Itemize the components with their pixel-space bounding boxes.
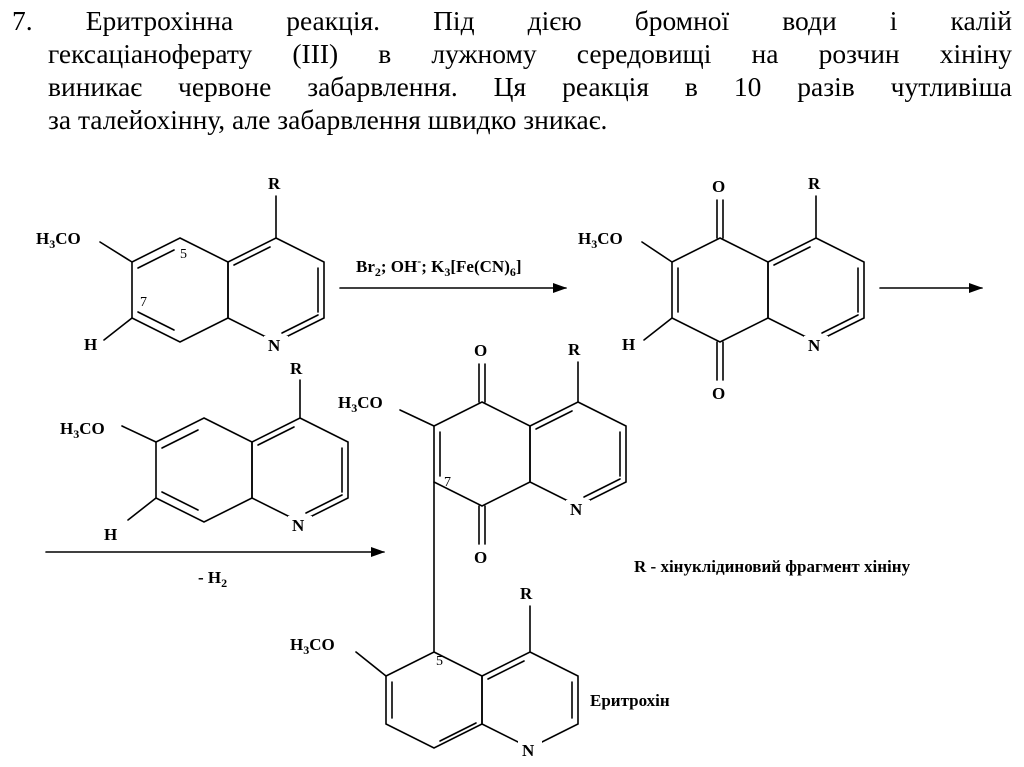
position-7-label: 7 [140, 295, 147, 310]
hydrogen-label: H [104, 525, 118, 544]
description-line-4: за талейохінну, але забарвлення швидко зникає. [48, 104, 608, 135]
elimination-label: - $H_2$ [198, 568, 228, 590]
substituent-r-label: R [268, 174, 281, 193]
substituent-r-label: R [568, 340, 581, 359]
position-5-label: 5 [180, 247, 187, 262]
molecule-quinoline-second [60, 359, 348, 544]
substituent-r-label: R [290, 359, 303, 378]
nitrogen-label: N [522, 741, 535, 760]
molecule-quinoline-start [36, 174, 324, 355]
methoxy-label: $H_3CO$ [36, 229, 81, 251]
substituent-r-label: R [808, 174, 821, 193]
methoxy-label: $H_3CO$ [60, 419, 105, 441]
position-5-label: 5 [436, 654, 443, 669]
methoxy-label: $H_3CO$ [578, 229, 623, 251]
methoxy-label: $H_3CO$ [338, 393, 383, 415]
methoxy-label: $H_3CO$ [290, 635, 335, 657]
nitrogen-label: N [292, 516, 305, 535]
hydrogen-label: H [622, 335, 636, 354]
description-line-3: виникає червоне забарвлення. Ця реакція в 10 разів чутливіша [48, 71, 1012, 102]
nitrogen-label: N [570, 500, 583, 519]
molecule-erythroquinine [290, 340, 626, 760]
oxygen-bottom-label: O [712, 384, 726, 403]
position-7-label: 7 [444, 475, 451, 490]
product-name-label: Еритрохін [590, 691, 670, 710]
oxygen-top-label: O [712, 177, 726, 196]
molecule-quinone-intermediate [578, 174, 864, 403]
oxygen-top-label: O [474, 341, 488, 360]
nitrogen-label: N [268, 336, 281, 355]
description-line-1: 7. Еритрохінна реакція. Під дією бромної води і калій [12, 5, 1012, 36]
reaction-arrow-3 [46, 552, 384, 590]
hydrogen-label: H [84, 335, 98, 354]
description-line-2: гексаціаноферату (ІІІ) в лужному середовищі на розчин хініну [48, 38, 1012, 69]
reaction-arrow-1 [340, 254, 566, 288]
oxygen-bottom-label: O [474, 548, 488, 567]
nitrogen-label: N [808, 336, 821, 355]
reagents-label: $Br_2$; OH-; $K_3[Fe(CN)_6]$ [356, 254, 522, 279]
substituent-r-label: R [520, 584, 533, 603]
r-group-legend: R - хінуклідиновий фрагмент хініну [634, 557, 911, 576]
